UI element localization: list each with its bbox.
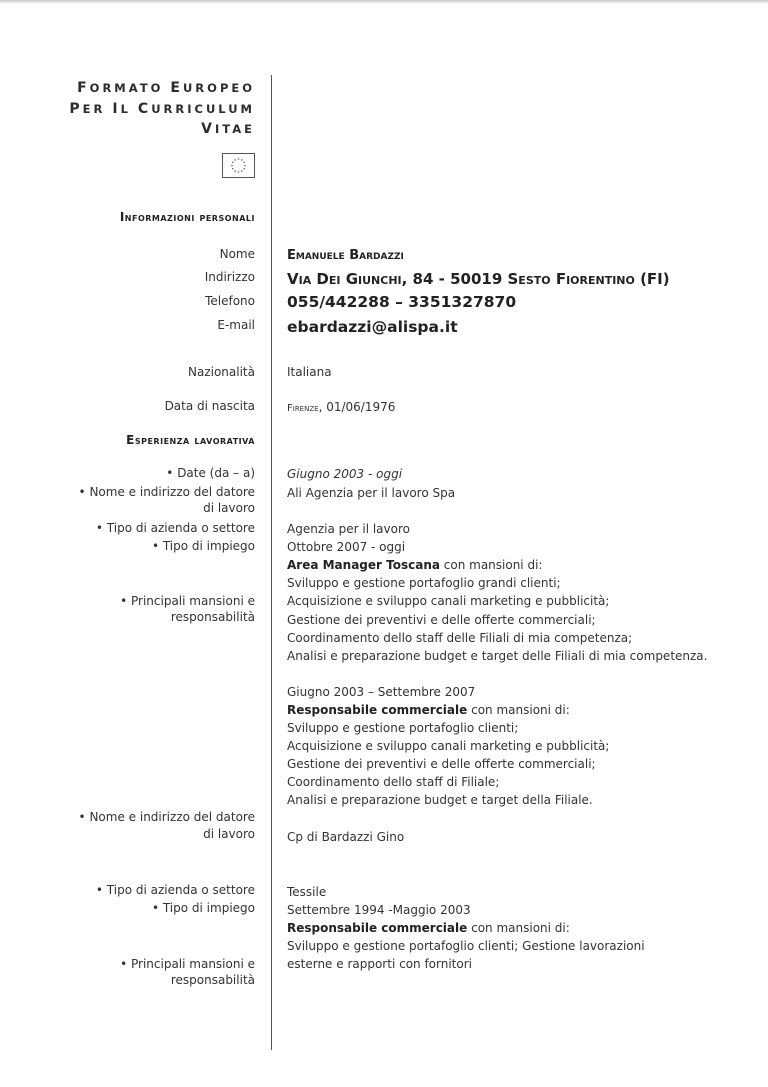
job2-role [287, 919, 570, 937]
label-employer-2: • Nome e indirizzo del datore [79, 809, 255, 826]
job1-duty-b-5: Analisi e preparazione budget e target della Filiale. [287, 793, 593, 807]
job1-duty-a-4: Coordinamento dello staff delle Filiali di mia competenza; [287, 631, 633, 645]
job1-period-a: Ottobre 2007 - oggi [287, 540, 406, 554]
label-nationality: Nazionalità [188, 365, 255, 379]
eu-flag-icon [222, 153, 255, 178]
job1-role-a-suffix: con mansioni di: [439, 558, 543, 572]
section-work-experience: Esperienza lavorativa [126, 433, 255, 447]
job2-employer: Cp di Bardazzi Gino [287, 830, 405, 844]
label-duties-1: • Principali mansioni e [120, 593, 255, 610]
scan-edge [0, 0, 768, 4]
job1-duty-a-5: Analisi e preparazione budget e target delle Filiali di mia competenza. [287, 649, 708, 663]
value-email: ebardazzi@alispa.it [287, 318, 458, 336]
value-birth-date: , 01/06/1976 [318, 400, 396, 414]
job2-sector: Tessile [287, 885, 327, 899]
job1-duty-a-3: Gestione dei preventivi e delle offerte commerciali; [287, 613, 596, 627]
job1-role-b-suffix: con mansioni di: [467, 703, 570, 717]
job1-dates: Giugno 2003 - oggi [287, 467, 403, 481]
label-employer-1: • Nome e indirizzo del datore [79, 484, 255, 501]
job1-role-b-title: Responsabile commerciale [287, 703, 468, 717]
value-address: Via Dei Giunchi, 84 - 50019 Sesto Fiorentino (FI) [287, 270, 670, 288]
label-sector-1: • Tipo di azienda o settore [96, 520, 255, 537]
title-text-2: PER IL CURRICULUM [69, 101, 255, 117]
job1-employer: Ali Agenzia per il lavoro Spa [287, 486, 456, 500]
label-email: E-mail [217, 318, 255, 332]
title-text-1: FORMATO EUROPEO [77, 80, 255, 96]
job1-duty-b-4: Coordinamento dello staff di Filiale; [287, 775, 500, 789]
label-duties-2b: responsabilità [170, 973, 255, 987]
label-address: Indirizzo [204, 270, 255, 284]
job1-duty-b-2: Acquisizione e sviluppo canali marketing e pubblicità; [287, 739, 610, 753]
value-nationality: Italiana [287, 365, 332, 379]
label-duties-1b: responsabilità [170, 610, 255, 624]
value-birth [287, 398, 395, 418]
label-duties-2: • Principali mansioni e [120, 956, 255, 973]
job1-duty-b-1: Sviluppo e gestione portafoglio clienti; [287, 721, 519, 735]
value-birth-place: Firenze [287, 403, 319, 414]
job1-role-a [287, 556, 542, 574]
job2-role-title: Responsabile commerciale [287, 921, 468, 935]
job1-role-a-title: Area Manager Toscana [287, 558, 440, 572]
eu-stars-icon [223, 154, 254, 177]
column-divider [271, 75, 272, 1050]
label-employer-2b: di lavoro [203, 827, 255, 841]
label-phone: Telefono [205, 294, 255, 308]
section-personal-info: Informazioni personali [119, 210, 255, 224]
job2-duty-1: Sviluppo e gestione portafoglio clienti; Gestione lavorazioni [287, 939, 645, 953]
label-job-type-1: • Tipo di impiego [152, 538, 255, 555]
job2-period: Settembre 1994 -Maggio 2003 [287, 903, 471, 917]
job2-role-suffix: con mansioni di: [467, 921, 570, 935]
title-line-2 [69, 101, 255, 117]
title-text-3: VITAE [201, 121, 255, 137]
job1-duty-a-1: Sviluppo e gestione portafoglio grandi clienti; [287, 576, 561, 590]
job1-sector: Agenzia per il lavoro [287, 522, 410, 536]
label-employer-1b: di lavoro [203, 501, 255, 515]
job1-duty-a-2: Acquisizione e sviluppo canali marketing e pubblicità; [287, 594, 610, 608]
label-job-type-2: • Tipo di impiego [152, 900, 255, 917]
label-sector-2: • Tipo di azienda o settore [96, 882, 255, 899]
job1-role-b [287, 701, 570, 719]
label-name: Nome [219, 247, 255, 261]
job2-duty-2: esterne e rapporti con fornitori [287, 957, 472, 971]
value-name: Emanuele Bardazzi [287, 248, 404, 263]
job1-period-b: Giugno 2003 – Settembre 2007 [287, 685, 476, 699]
title-line-1 [77, 80, 255, 96]
title-line-3 [201, 121, 255, 137]
label-birth-date: Data di nascita [164, 399, 255, 413]
job1-duty-b-3: Gestione dei preventivi e delle offerte commerciali; [287, 757, 596, 771]
value-phone: 055/442288 – 3351327870 [287, 293, 517, 311]
label-dates: • Date (da – a) [166, 465, 255, 482]
